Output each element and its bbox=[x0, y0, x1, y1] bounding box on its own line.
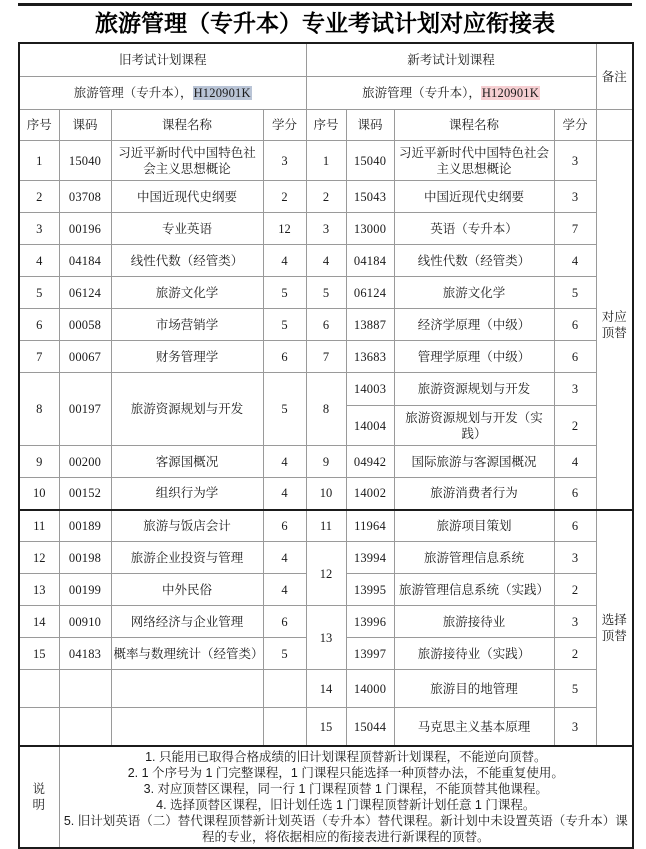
new-credit: 6 bbox=[554, 341, 596, 373]
new-code: 06124 bbox=[346, 277, 394, 309]
new-seq: 7 bbox=[306, 341, 346, 373]
old-course: 旅游文化学 bbox=[111, 277, 263, 309]
new-credit: 2 bbox=[554, 638, 596, 670]
table-row bbox=[19, 309, 633, 341]
old-seq: 5 bbox=[19, 277, 59, 309]
new-course: 旅游目的地管理 bbox=[394, 670, 554, 708]
new-course: 管理学原理（中级） bbox=[394, 341, 554, 373]
old-credit: 6 bbox=[263, 341, 306, 373]
old-code: 00067 bbox=[59, 341, 111, 373]
old-seq: 11 bbox=[19, 510, 59, 542]
new-code: 15043 bbox=[346, 181, 394, 213]
old-seq bbox=[19, 708, 59, 747]
new-credit: 3 bbox=[554, 708, 596, 747]
old-course-header: 课程名称 bbox=[111, 110, 263, 141]
note-item: 5. 旧计划英语（二）替代课程顶替新计划英语（专升本）替代课程。新计划中未设置英语（专升本）课程的专业，将依据相应的衔接表进行新课程的顶替。 bbox=[63, 814, 628, 844]
remark-corresponding-line2: 顶替 bbox=[601, 325, 627, 340]
old-course: 客源国概况 bbox=[111, 446, 263, 478]
old-course: 习近平新时代中国特色社会主义思想概论 bbox=[111, 141, 263, 181]
column-header-row bbox=[19, 110, 633, 141]
new-code: 14002 bbox=[346, 478, 394, 510]
old-code: 00196 bbox=[59, 213, 111, 245]
new-plan-code-highlight: H120901K bbox=[481, 86, 539, 100]
old-credit-header: 学分 bbox=[263, 110, 306, 141]
old-code: 00058 bbox=[59, 309, 111, 341]
new-seq: 15 bbox=[306, 708, 346, 747]
new-credit: 4 bbox=[554, 245, 596, 277]
old-seq: 10 bbox=[19, 478, 59, 510]
old-credit: 12 bbox=[263, 213, 306, 245]
new-seq: 6 bbox=[306, 309, 346, 341]
old-credit: 4 bbox=[263, 446, 306, 478]
new-code: 13996 bbox=[346, 606, 394, 638]
new-seq-header: 序号 bbox=[306, 110, 346, 141]
old-seq: 14 bbox=[19, 606, 59, 638]
old-course: 线性代数（经管类） bbox=[111, 245, 263, 277]
old-course: 中外民俗 bbox=[111, 574, 263, 606]
old-course: 专业英语 bbox=[111, 213, 263, 245]
new-seq: 8 bbox=[306, 373, 346, 446]
page-title: 旅游管理（专升本）专业考试计划对应衔接表 bbox=[95, 11, 555, 36]
old-course: 旅游企业投资与管理 bbox=[111, 542, 263, 574]
old-credit: 6 bbox=[263, 510, 306, 542]
new-code: 13683 bbox=[346, 341, 394, 373]
table-row bbox=[19, 510, 633, 542]
new-course: 旅游管理信息系统（实践） bbox=[394, 574, 554, 606]
new-code: 13000 bbox=[346, 213, 394, 245]
new-credit: 4 bbox=[554, 446, 596, 478]
new-course: 旅游管理信息系统 bbox=[394, 542, 554, 574]
old-credit: 5 bbox=[263, 638, 306, 670]
old-seq: 15 bbox=[19, 638, 59, 670]
new-course: 旅游接待业 bbox=[394, 606, 554, 638]
new-seq: 10 bbox=[306, 478, 346, 510]
new-course: 习近平新时代中国特色社会主义思想概论 bbox=[394, 141, 554, 181]
old-code: 00199 bbox=[59, 574, 111, 606]
new-credit: 3 bbox=[554, 141, 596, 181]
old-code: 00200 bbox=[59, 446, 111, 478]
new-seq: 3 bbox=[306, 213, 346, 245]
old-code: 00198 bbox=[59, 542, 111, 574]
new-code-header: 课码 bbox=[346, 110, 394, 141]
remark-corresponding bbox=[596, 141, 633, 510]
new-seq: 13 bbox=[306, 606, 346, 670]
new-credit: 5 bbox=[554, 277, 596, 309]
note-item: 4. 选择顶替区课程，旧计划任选 1 门课程顶替新计划任意 1 门课程。 bbox=[156, 798, 536, 812]
new-plan-group-header: 新考试计划课程 bbox=[306, 43, 596, 77]
remark-optional bbox=[596, 510, 633, 747]
new-seq: 4 bbox=[306, 245, 346, 277]
new-code: 13997 bbox=[346, 638, 394, 670]
old-code: 15040 bbox=[59, 141, 111, 181]
new-seq: 1 bbox=[306, 141, 346, 181]
old-seq: 8 bbox=[19, 373, 59, 446]
new-course: 英语（专升本） bbox=[394, 213, 554, 245]
old-seq: 3 bbox=[19, 213, 59, 245]
old-credit: 3 bbox=[263, 141, 306, 181]
new-credit: 2 bbox=[554, 574, 596, 606]
new-course: 旅游项目策划 bbox=[394, 510, 554, 542]
notes-label bbox=[19, 746, 59, 848]
table-row bbox=[19, 542, 633, 574]
old-seq: 6 bbox=[19, 309, 59, 341]
new-code: 13994 bbox=[346, 542, 394, 574]
new-credit: 3 bbox=[554, 373, 596, 406]
old-code: 00910 bbox=[59, 606, 111, 638]
new-course: 旅游资源规划与开发（实践） bbox=[394, 406, 554, 446]
new-course: 国际旅游与客源国概况 bbox=[394, 446, 554, 478]
new-credit: 3 bbox=[554, 181, 596, 213]
new-credit: 7 bbox=[554, 213, 596, 245]
old-credit: 5 bbox=[263, 373, 306, 446]
old-credit bbox=[263, 708, 306, 747]
old-course: 旅游资源规划与开发 bbox=[111, 373, 263, 446]
new-seq: 9 bbox=[306, 446, 346, 478]
old-code: 06124 bbox=[59, 277, 111, 309]
note-item: 3. 对应顶替区课程，同一行 1 门课程顶替 1 门课程，不能顶替其他课程。 bbox=[143, 782, 548, 796]
new-code: 14004 bbox=[346, 406, 394, 446]
notes-body bbox=[59, 746, 633, 848]
new-code: 04942 bbox=[346, 446, 394, 478]
old-credit: 4 bbox=[263, 574, 306, 606]
old-seq: 12 bbox=[19, 542, 59, 574]
remark-corresponding-line1: 对应 bbox=[601, 309, 627, 324]
new-course: 经济学原理（中级） bbox=[394, 309, 554, 341]
old-course: 网络经济与企业管理 bbox=[111, 606, 263, 638]
notes-label-char1: 说 bbox=[32, 782, 46, 796]
old-credit: 6 bbox=[263, 606, 306, 638]
old-code: 03708 bbox=[59, 181, 111, 213]
old-course: 旅游与饭店会计 bbox=[111, 510, 263, 542]
group-header-row bbox=[19, 43, 633, 77]
table-row bbox=[19, 606, 633, 638]
new-code: 14000 bbox=[346, 670, 394, 708]
old-seq-header: 序号 bbox=[19, 110, 59, 141]
old-course bbox=[111, 670, 263, 708]
old-credit: 5 bbox=[263, 309, 306, 341]
old-code: 04183 bbox=[59, 638, 111, 670]
table-row bbox=[19, 213, 633, 245]
notes-label-char2: 明 bbox=[32, 798, 46, 812]
new-code: 14003 bbox=[346, 373, 394, 406]
old-seq: 9 bbox=[19, 446, 59, 478]
old-seq: 1 bbox=[19, 141, 59, 181]
new-course: 中国近现代史纲要 bbox=[394, 181, 554, 213]
table-row bbox=[19, 708, 633, 747]
old-seq: 4 bbox=[19, 245, 59, 277]
new-plan-major-text: 旅游管理（专升本）， bbox=[362, 86, 481, 100]
top-rule-divider bbox=[18, 3, 632, 6]
old-code: 00189 bbox=[59, 510, 111, 542]
new-credit: 3 bbox=[554, 606, 596, 638]
table-row bbox=[19, 141, 633, 181]
old-course: 概率与数理统计（经管类） bbox=[111, 638, 263, 670]
new-course: 马克思主义基本原理 bbox=[394, 708, 554, 747]
old-seq: 2 bbox=[19, 181, 59, 213]
old-course: 财务管理学 bbox=[111, 341, 263, 373]
new-credit: 5 bbox=[554, 670, 596, 708]
old-code: 00197 bbox=[59, 373, 111, 446]
new-plan-major-cell bbox=[306, 77, 596, 110]
note-item: 2. 1 个序号为 1 门完整课程，1 门课程只能选择一种顶替办法，不能重复使用。 bbox=[127, 766, 564, 780]
old-seq bbox=[19, 670, 59, 708]
old-code bbox=[59, 670, 111, 708]
old-plan-group-header: 旧考试计划课程 bbox=[19, 43, 306, 77]
new-credit: 6 bbox=[554, 478, 596, 510]
new-code: 15044 bbox=[346, 708, 394, 747]
old-plan-major-text: 旅游管理（专升本）， bbox=[73, 86, 193, 100]
table-row bbox=[19, 670, 633, 708]
old-plan-major-cell bbox=[19, 77, 306, 110]
new-seq: 14 bbox=[306, 670, 346, 708]
new-code: 15040 bbox=[346, 141, 394, 181]
remark-optional-line1: 选择 bbox=[601, 612, 627, 627]
new-credit: 6 bbox=[554, 510, 596, 542]
new-course: 旅游消费者行为 bbox=[394, 478, 554, 510]
new-course-header: 课程名称 bbox=[394, 110, 554, 141]
new-course: 旅游资源规划与开发 bbox=[394, 373, 554, 406]
old-seq: 13 bbox=[19, 574, 59, 606]
new-credit-header: 学分 bbox=[554, 110, 596, 141]
new-course: 旅游文化学 bbox=[394, 277, 554, 309]
notes-row bbox=[19, 746, 633, 848]
new-code: 04184 bbox=[346, 245, 394, 277]
old-code: 04184 bbox=[59, 245, 111, 277]
remark-column-header: 备注 bbox=[596, 43, 633, 110]
old-credit: 2 bbox=[263, 181, 306, 213]
new-seq: 12 bbox=[306, 542, 346, 606]
old-credit bbox=[263, 670, 306, 708]
old-credit: 4 bbox=[263, 542, 306, 574]
articulation-table bbox=[18, 42, 634, 849]
new-seq: 5 bbox=[306, 277, 346, 309]
remark-optional-line2: 顶替 bbox=[601, 628, 627, 643]
old-course: 组织行为学 bbox=[111, 478, 263, 510]
new-course: 线性代数（经管类） bbox=[394, 245, 554, 277]
table-row bbox=[19, 341, 633, 373]
old-seq: 7 bbox=[19, 341, 59, 373]
table-row bbox=[19, 478, 633, 510]
old-code: 00152 bbox=[59, 478, 111, 510]
old-code-header: 课码 bbox=[59, 110, 111, 141]
table-row bbox=[19, 277, 633, 309]
new-code: 13995 bbox=[346, 574, 394, 606]
plan-code-row bbox=[19, 77, 633, 110]
new-credit: 3 bbox=[554, 542, 596, 574]
new-code: 13887 bbox=[346, 309, 394, 341]
new-code: 11964 bbox=[346, 510, 394, 542]
note-item: 1. 只能用已取得合格成绩的旧计划课程顶替新计划课程，不能逆向顶替。 bbox=[145, 750, 547, 764]
table-row bbox=[19, 245, 633, 277]
old-course bbox=[111, 708, 263, 747]
new-seq: 11 bbox=[306, 510, 346, 542]
old-credit: 5 bbox=[263, 277, 306, 309]
old-credit: 4 bbox=[263, 245, 306, 277]
old-code bbox=[59, 708, 111, 747]
old-course: 市场营销学 bbox=[111, 309, 263, 341]
table-row bbox=[19, 373, 633, 406]
new-course: 旅游接待业（实践） bbox=[394, 638, 554, 670]
new-credit: 6 bbox=[554, 309, 596, 341]
articulation-table-container bbox=[18, 42, 632, 849]
new-credit: 2 bbox=[554, 406, 596, 446]
old-credit: 4 bbox=[263, 478, 306, 510]
old-plan-code-highlight: H120901K bbox=[193, 86, 251, 100]
new-seq: 2 bbox=[306, 181, 346, 213]
table-row bbox=[19, 181, 633, 213]
remark-header-spacer bbox=[596, 110, 633, 141]
old-course: 中国近现代史纲要 bbox=[111, 181, 263, 213]
table-row bbox=[19, 446, 633, 478]
